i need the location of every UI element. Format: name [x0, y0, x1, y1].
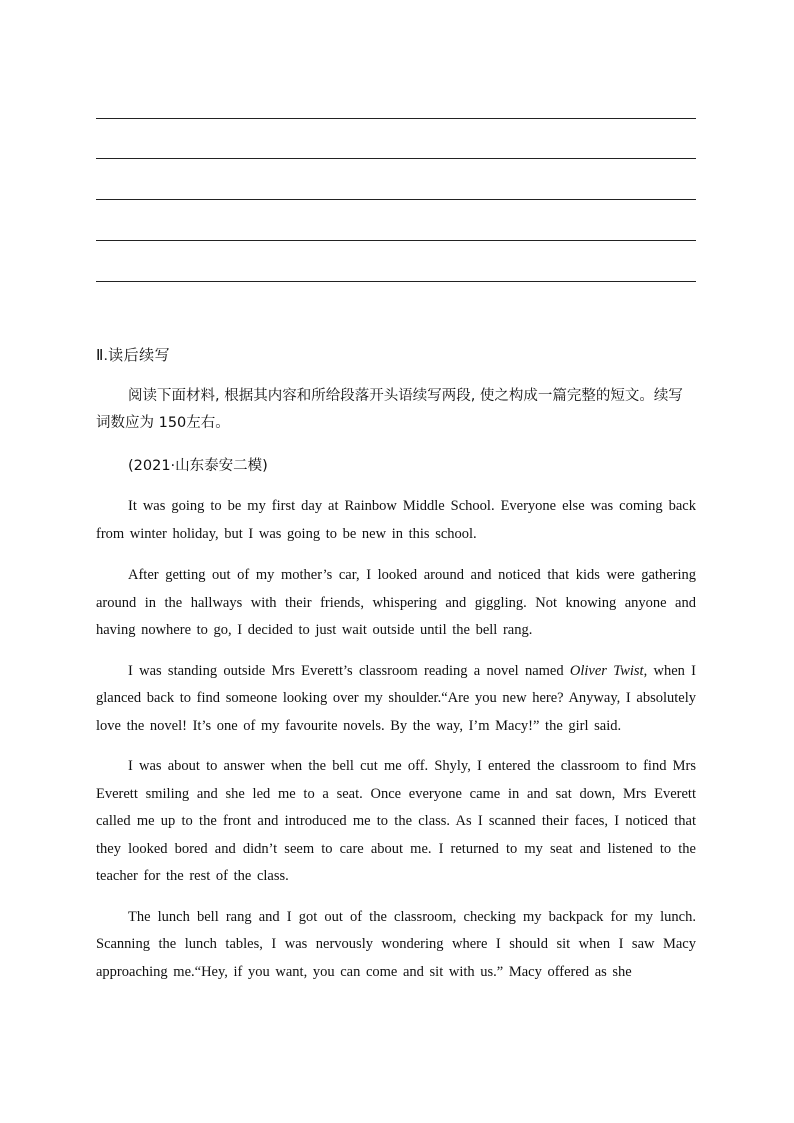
task-instruction: 阅读下面材料, 根据其内容和所给段落开头语续写两段, 使之构成一篇完整的短文。续写词数应为 150左右。 — [96, 388, 683, 431]
writing-line — [96, 199, 696, 200]
passage-paragraph-1: It was going to be my first day at Rainbow Middle School. Everyone else was coming back from winter holiday, but I was going to be new in this school. — [96, 498, 696, 542]
writing-line — [96, 281, 696, 282]
paragraph-text: , when I glanced back to find someone looking over my shoulder.“Are you new here? Anyway, I absolutely love the novel! It’s one of my favourite novels. By the way, I’m Macy!” the girl said. — [96, 662, 697, 734]
writing-line — [96, 240, 696, 241]
source-citation: (2021·山东泰安二模) — [128, 458, 268, 474]
writing-line — [96, 118, 696, 119]
passage-paragraph-4: I was about to answer when the bell cut me off. Shyly, I entered the classroom to find Mrs Everett smiling and she led me to a seat. Once everyone came in and sat down, Mrs Everett called me up to the front and introduced me to the class. As I scanned their faces, I noticed that they looked bored and didn’t seem to care about me. I returned to my seat and listened to the teacher for the rest of the class. — [96, 758, 696, 884]
passage-paragraph-3 — [96, 658, 696, 741]
section-heading — [96, 344, 170, 365]
section-number: Ⅱ. — [96, 348, 109, 364]
passage-paragraph-5: The lunch bell rang and I got out of the classroom, checking my backpack for my lunch. Scanning the lunch tables, I was nervously wondering where I should sit when I saw Macy approaching me.“Hey, if you want, you can come and sit with us.” Macy offered as she — [96, 908, 696, 980]
writing-line — [96, 158, 696, 159]
passage-paragraph-2: After getting out of my mother’s car, I looked around and noticed that kids were gathering around in the hallways with their friends, whispering and giggling. Not knowing anyone and having nowhere to go, I decided to just wait outside until the bell rang. — [96, 567, 696, 638]
paragraph-text: I was standing outside Mrs Everett’s classroom reading a novel named — [128, 662, 570, 679]
reading-passage — [96, 493, 696, 999]
section-title: 读后续写 — [108, 346, 171, 364]
novel-title: Oliver Twist — [569, 662, 644, 679]
